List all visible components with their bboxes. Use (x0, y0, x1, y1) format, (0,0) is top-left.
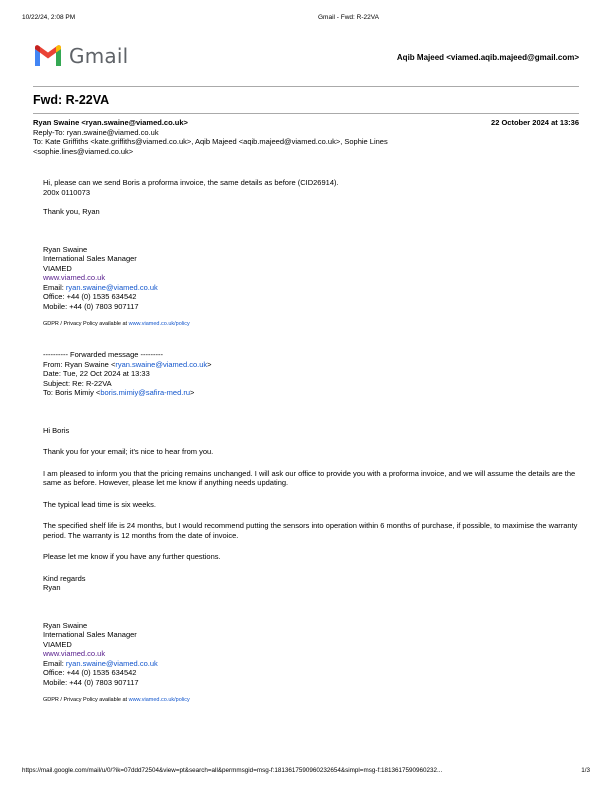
policy-link[interactable]: www.viamed.co.uk/policy (128, 697, 190, 703)
signature-mobile: Mobile: +44 (0) 7803 907117 (43, 301, 139, 311)
signature-title: International Sales Manager (43, 630, 137, 639)
signature (43, 245, 582, 329)
email-link[interactable]: ryan.swaine@viamed.co.uk (65, 658, 158, 668)
body-line: 200x 0110073 (43, 187, 90, 197)
forwarded-to-email[interactable]: boris.mimiy@safira-med.ru (100, 388, 191, 397)
forwarded-divider: ---------- Forwarded message --------- (43, 350, 163, 359)
reply-to: Reply-To: ryan.swaine@viamed.co.uk (33, 127, 159, 137)
forwarded-body (43, 426, 582, 593)
forwarded-from-email[interactable]: ryan.swaine@viamed.co.uk (115, 359, 208, 369)
closing: Kind regards (43, 573, 86, 583)
gmail-logo[interactable] (33, 44, 128, 68)
signature (43, 621, 582, 705)
gmail-m-icon (33, 44, 63, 68)
page-number: 1/3 (581, 767, 590, 774)
print-page-title: Gmail - Fwd: R-22VA (318, 14, 379, 21)
signature-company: VIAMED (43, 639, 72, 649)
bracket: > (190, 388, 195, 397)
website-link[interactable]: www.viamed.co.uk (43, 649, 106, 658)
sent-date: 22 October 2024 at 13:36 (491, 118, 579, 127)
forwarded-from-label: From: Ryan Swaine < (43, 359, 116, 369)
sender: Ryan Swaine <ryan.swaine@viamed.co.uk> (33, 118, 188, 127)
print-datetime: 10/22/24, 2:08 PM (22, 14, 76, 21)
forwarded-to-label: To: Boris Mimiy < (43, 388, 101, 397)
gmail-wordmark: Gmail (69, 44, 129, 68)
paragraph: Please let me know if you have any further questions. (43, 552, 221, 561)
forwarded-subject: Subject: Re: R-22VA (43, 378, 112, 388)
signature-office: Office: +44 (0) 1535 634542 (43, 668, 137, 677)
divider (33, 113, 579, 114)
email-body (43, 178, 582, 704)
email-subject: Fwd: R-22VA (33, 93, 110, 107)
paragraph: I am pleased to inform you that the pricing remains unchanged. I will ask our office to provide you with a proforma invoice, and we will assume the details are the same as before. However, please let me know if anything needs updating. (43, 468, 576, 487)
website-link[interactable]: www.viamed.co.uk (43, 273, 106, 282)
signature-title: International Sales Manager (43, 254, 137, 263)
email-link[interactable]: ryan.swaine@viamed.co.uk (65, 282, 158, 292)
app-header (33, 44, 579, 70)
signature-company: VIAMED (43, 263, 72, 273)
paragraph: The specified shelf life is 24 months, but I would recommend putting the sensors into operation within 6 months of purchase, if possible, to maximise the warranty period. The warranty is 12 months from the date of invoice. (43, 521, 578, 540)
paragraph: Thank you for your email; it's nice to hear from you. (43, 447, 214, 456)
greeting: Hi Boris (43, 425, 70, 435)
signature-office: Office: +44 (0) 1535 634542 (43, 292, 137, 301)
forwarded-header (43, 350, 582, 398)
forwarded-date: Date: Tue, 22 Oct 2024 at 13:33 (43, 369, 150, 378)
recipients-line-1: To: Kate Griffiths <kate.griffiths@viamed.co.uk>, Aqib Majeed <aqib.majeed@viamed.co.uk>, Sophie Lines (33, 137, 388, 146)
print-url: https://mail.google.com/mail/u/0/?ik=07ddd72504&view=pt&search=all&permmsgid=msg-f:1813617590960232654&simpl=msg-f:1813617590960232... (22, 767, 443, 774)
body-thanks: Thank you, Ryan (43, 207, 100, 216)
policy-link[interactable]: www.viamed.co.uk/policy (128, 321, 190, 327)
gdpr-text: GDPR / Privacy Policy available at (43, 321, 129, 327)
email-label: Email: (43, 658, 66, 668)
email-label: Email: (43, 282, 66, 292)
bracket: > (207, 359, 212, 369)
gdpr-text: GDPR / Privacy Policy available at (43, 697, 129, 703)
account-identity: Aqib Majeed <viamed.aqib.majeed@gmail.com> (396, 53, 579, 62)
email-header (33, 118, 579, 156)
signoff: Ryan (43, 583, 61, 592)
divider (33, 86, 579, 87)
signature-name: Ryan Swaine (43, 244, 88, 254)
signature-name: Ryan Swaine (43, 620, 88, 630)
body-line: Hi, please can we send Boris a proforma invoice, the same details as before (CID26914). (43, 178, 339, 187)
paragraph: The typical lead time is six weeks. (43, 499, 156, 509)
signature-mobile: Mobile: +44 (0) 7803 907117 (43, 677, 139, 687)
recipients-line-2: <sophie.lines@viamed.co.uk> (33, 146, 134, 156)
